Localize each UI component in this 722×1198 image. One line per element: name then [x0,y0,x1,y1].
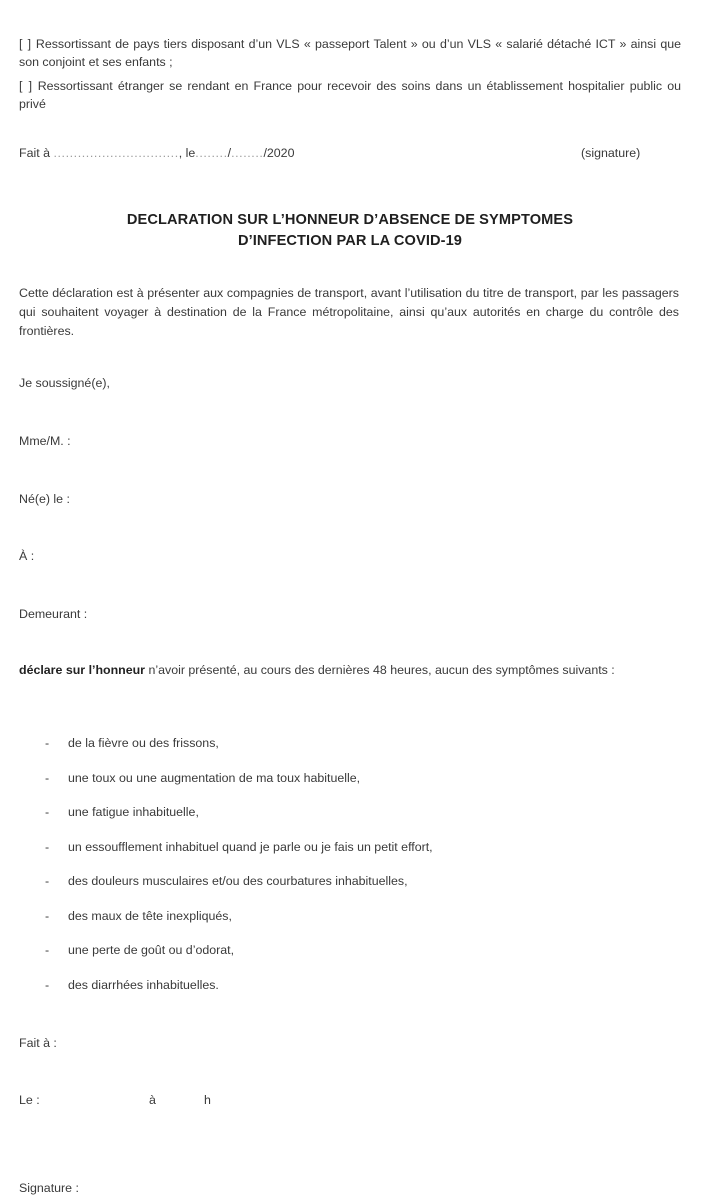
list-item [0,839,722,874]
signature-hint-label: (signature) [581,146,641,160]
page-title [19,210,681,251]
checkbox-option-1[interactable]: [ ] [19,37,32,51]
symptom-text-1: de la fièvre ou des frissons, [68,736,219,750]
field-label-address[interactable]: Demeurant : [19,607,88,621]
symptom-list [0,735,722,1011]
eligibility-option-2-text: Ressortissant étranger se rendant en France pour recevoir des soins dans un établissement hospitalier public ou privé [19,79,682,111]
footer-field-le[interactable] [19,1092,211,1108]
list-dash-icon: - [45,805,50,819]
place-fill-dots[interactable]: ............................... [53,146,179,160]
field-label-birthdate[interactable]: Né(e) le : [19,492,70,506]
day-fill-dots[interactable]: ........ [195,146,228,160]
date-slash-2: / [263,146,267,160]
list-item [0,908,722,943]
list-item [0,735,722,770]
symptom-text-8: des diarrhées inhabituelles. [68,977,219,992]
list-item [0,770,722,805]
place-date-line [19,145,681,162]
page-title-line-1: DECLARATION SUR L’HONNEUR D’ABSENCE DE SYMPTOMES [126,212,574,228]
eligibility-option-1 [19,36,681,71]
symptom-text-5: des douleurs musculaires et/ou des courbatures inhabituelles, [68,874,408,888]
footer-le-label: Le : [19,1093,40,1107]
list-item [0,873,722,908]
page-title-line-2: D’INFECTION PAR LA COVID-19 [237,232,463,249]
list-dash-icon: - [45,736,50,750]
eligibility-option-1-text: Ressortissant de pays tiers disposant d’un VLS « passeport Talent » ou d’un VLS « salarié détaché ICT » ainsi que son conjoint et ses enfants ; [19,37,682,69]
list-item [0,977,722,1012]
list-dash-icon: - [45,908,50,923]
field-label-je-soussigne: Je soussigné(e), [19,376,110,390]
symptom-text-4: un essoufflement inhabituel quand je parle ou je fais un petit effort, [68,839,433,854]
list-item [0,804,722,839]
symptom-text-7: une perte de goût ou d’odorat, [68,943,235,957]
field-label-civility-name[interactable]: Mme/M. : [19,434,71,448]
list-dash-icon: - [45,943,50,957]
list-dash-icon: - [45,977,50,992]
footer-hour-at-marker: à [149,1093,156,1107]
footer-field-fait-a[interactable]: Fait à : [19,1036,57,1050]
symptom-text-6: des maux de tête inexpliqués, [68,908,232,923]
declaration-bold-lead: déclare sur l’honneur [19,663,146,677]
date-year: 2020 [266,146,295,160]
eligibility-option-2 [19,78,681,113]
list-dash-icon: - [45,770,50,785]
place-date-mid: , le [178,146,196,160]
footer-hour-h-marker: h [204,1093,211,1107]
list-dash-icon: - [45,839,50,854]
intro-paragraph: Cette déclaration est à présenter aux compagnies de transport, avant l’utilisation du titre de transport, par les passagers qui souhaitent voyager à destination de la France métropolitaine, ainsi qu’aux autorités en charge du contrôle des frontières. [19,286,679,338]
symptom-text-2: une toux ou une augmentation de ma toux habituelle, [68,770,361,785]
place-date-prefix: Fait à [19,146,54,160]
date-slash-1: / [227,146,232,160]
month-fill-dots[interactable]: ........ [231,146,264,160]
declaration-paragraph [19,661,659,680]
checkbox-option-2[interactable]: [ ] [19,79,33,93]
list-dash-icon: - [45,874,50,888]
list-item [0,942,722,977]
field-label-birthplace[interactable]: À : [19,549,35,563]
symptom-text-3: une fatigue inhabituelle, [68,805,199,819]
footer-field-signature[interactable]: Signature : [19,1181,79,1195]
declaration-rest: n’avoir présenté, au cours des dernières 48 heures, aucun des symptômes suivants : [145,663,615,677]
